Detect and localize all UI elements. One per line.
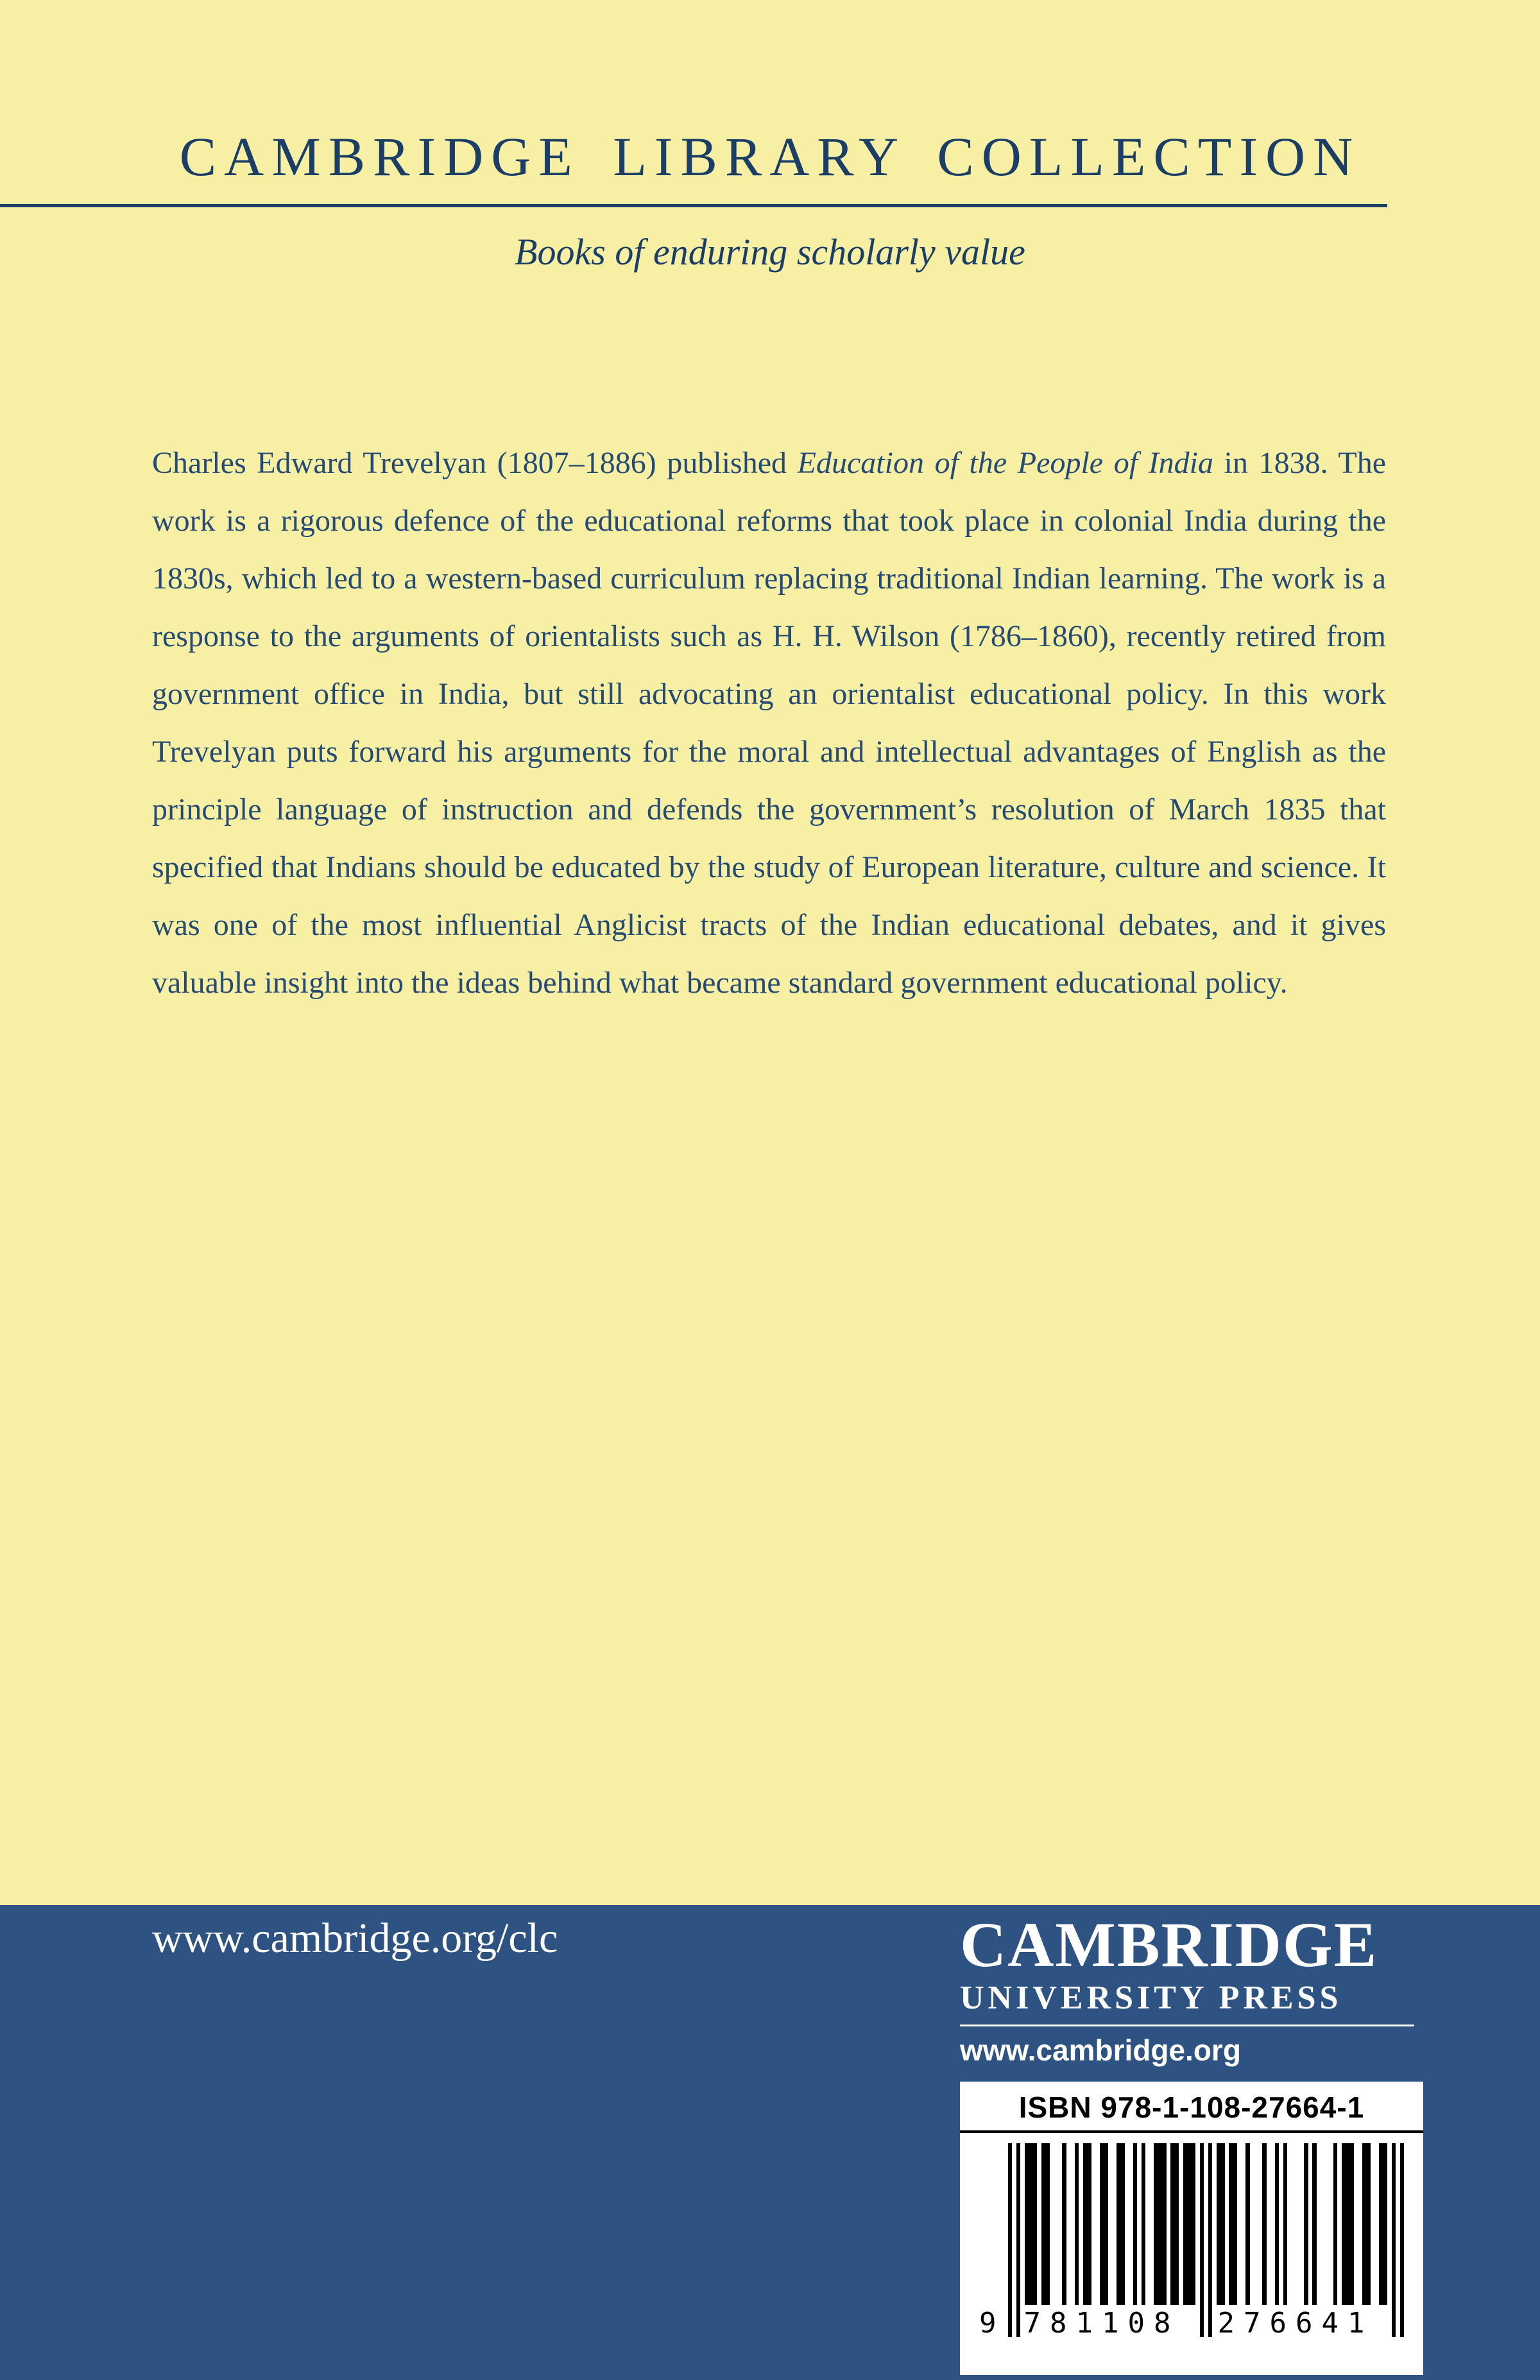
barcode-digit-group-1: 781108 bbox=[1023, 2307, 1180, 2340]
barcode bbox=[979, 2143, 1404, 2340]
press-wordmark: CAMBRIDGE bbox=[960, 1909, 1378, 1980]
press-rule bbox=[960, 2025, 1414, 2026]
isbn-divider-rule bbox=[960, 2130, 1423, 2133]
footer-band bbox=[0, 1905, 1540, 2380]
barcode-digit-group-2: 276641 bbox=[1217, 2307, 1374, 2340]
press-url-link[interactable]: www.cambridge.org bbox=[960, 2033, 1241, 2067]
collection-title: CAMBRIDGE LIBRARY COLLECTION bbox=[179, 126, 1361, 187]
clc-url-link[interactable]: www.cambridge.org/clc bbox=[152, 1915, 558, 1962]
collection-tagline: Books of enduring scholarly value bbox=[515, 231, 1025, 273]
press-logo-block bbox=[960, 1909, 1423, 2375]
book-blurb: Charles Edward Trevelyan (1807–1886) published Education of the People of India in 1838. The work is a rigorous defence of the educational reforms that took place in colonial India during the 1830s, which led to a western-based curriculum replacing traditional Indian learning. The work is a response to the arguments of orientalists such as H. H. Wilson (1786–1860), recently retired from government office in India, but still advocating an orientalist educational policy. In this work Trevelyan puts forward his arguments for the moral and intellectual advantages of English as the principle language of instruction and defends the government’s resolution of March 1835 that specified that Indians should be educated by the study of European literature, culture and science. It was one of the most influential Anglicist tracts of the Indian educational debates, and it gives valuable insight into the ideas behind what became standard government educational policy. bbox=[152, 446, 1386, 1000]
header-rule bbox=[0, 204, 1387, 207]
isbn-label: ISBN 978-1-108-27664-1 bbox=[1018, 2091, 1365, 2124]
press-subtitle: UNIVERSITY PRESS bbox=[960, 1980, 1342, 2016]
isbn-box bbox=[960, 2082, 1423, 2375]
barcode-digit-lead: 9 bbox=[979, 2307, 997, 2340]
